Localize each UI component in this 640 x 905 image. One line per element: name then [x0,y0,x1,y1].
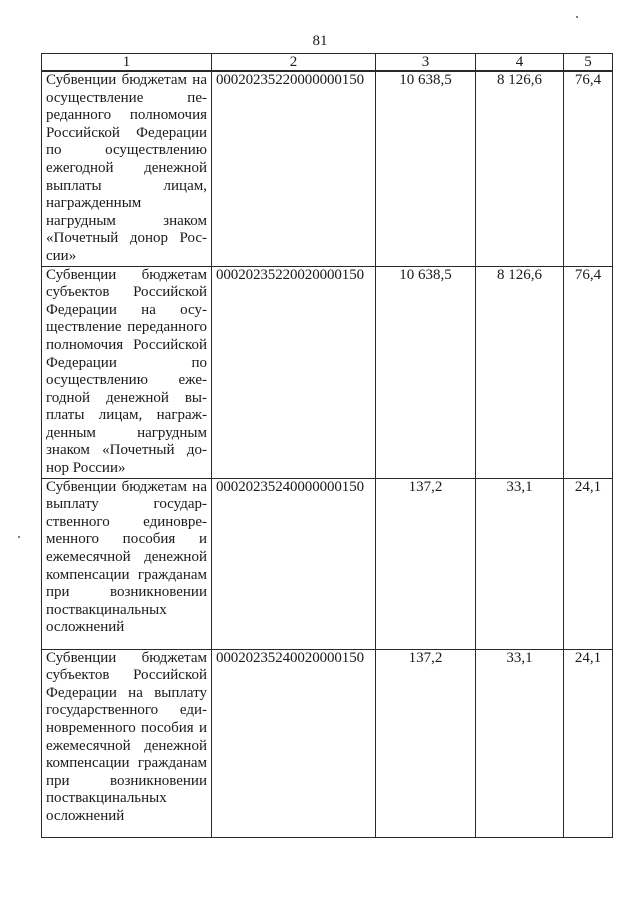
row-description: Субвенции бюджетам на выплату государственного единовременного пособия и ежемесячной денежной компенсации гражданам при возникновении поствакцинальных осложнений [42,478,212,649]
value-col5: 76,4 [564,71,613,266]
budget-code: 00020235240000000150 [212,478,376,649]
value-col4: 33,1 [476,478,564,649]
table-row [42,478,613,649]
column-header: 5 [564,54,613,72]
value-col5: 24,1 [564,649,613,837]
table-row [42,649,613,837]
value-col4: 8 126,6 [476,266,564,478]
scan-speck [18,536,20,538]
value-col3: 137,2 [376,478,476,649]
value-col4: 33,1 [476,649,564,837]
scan-speck [576,16,578,18]
value-col4: 8 126,6 [476,71,564,266]
column-header: 1 [42,54,212,72]
budget-code: 00020235220000000150 [212,71,376,266]
budget-code: 00020235220020000150 [212,266,376,478]
row-description: Субвенции бюджетам субъектов Российской Федерации на осуществление переданного полномочия Российской Федерации по осуществлению ежегодной денежной выплаты лицам, награжденным нагрудным знаком «Почетный донор России» [42,266,212,478]
table-row [42,266,613,478]
column-header: 4 [476,54,564,72]
row-description: Субвенции бюджетам субъектов Российской Федерации на выплату государственного единовременного пособия и ежемесячной денежной компенсации гражданам при возникновении поствакцинальных осложнений [42,649,212,837]
table-header-row [42,54,613,72]
value-col5: 24,1 [564,478,613,649]
page-number: 81 [312,33,328,49]
table-row [42,71,613,266]
budget-code: 00020235240020000150 [212,649,376,837]
value-col3: 10 638,5 [376,266,476,478]
row-description: Субвенции бюджетам на осуществление переданного полномочия Российской Федерации по осуществлению ежегодной денежной выплаты лицам, награжденным нагрудным знаком «Почетный донор России» [42,71,212,266]
column-header: 2 [212,54,376,72]
value-col3: 10 638,5 [376,71,476,266]
value-col3: 137,2 [376,649,476,837]
budget-table [41,53,613,838]
value-col5: 76,4 [564,266,613,478]
column-header: 3 [376,54,476,72]
